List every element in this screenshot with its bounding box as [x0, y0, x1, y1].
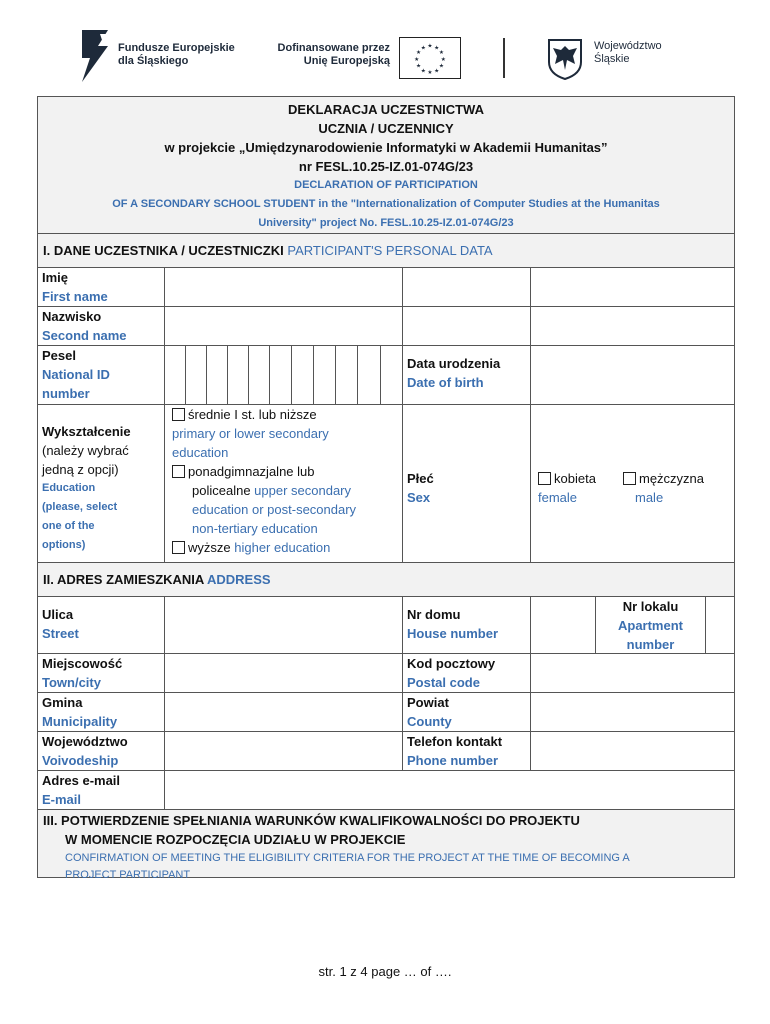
silesia-eagle-crest-icon: [545, 38, 585, 80]
voivodeship-logo-text: Województwo Śląskie: [594, 40, 662, 65]
edu-option-higher[interactable]: wyższe higher education: [172, 538, 402, 557]
voivodeship-field[interactable]: [165, 732, 403, 770]
svg-text:★: ★: [416, 63, 422, 70]
house-number-field[interactable]: [531, 597, 596, 653]
declaration-form: [37, 96, 735, 881]
page-number: str. 1 z 4 page … of ….: [318, 964, 452, 979]
second-name-field[interactable]: [165, 307, 403, 345]
section1-heading: I. DANE UCZESTNIKA / UCZESTNICZKI PARTICIPANT'S PERSONAL DATA: [38, 234, 734, 268]
sex-option-male[interactable]: mężczyzna male: [623, 469, 704, 507]
edu-option-secondary[interactable]: średnie I st. lub niższe: [172, 405, 402, 424]
svg-text:★: ★: [420, 45, 426, 52]
pesel-digit[interactable]: [292, 346, 314, 404]
first-name-field-2[interactable]: [403, 268, 531, 306]
municipality-label: Gmina Municipality: [38, 693, 165, 731]
checkbox[interactable]: [172, 465, 185, 478]
section2-heading: II. ADRES ZAMIESZKANIA ADDRESS: [38, 563, 734, 597]
section3-heading: III. POTWIERDZENIE SPEŁNIANIA WARUNKÓW KWALIFIKOWALNOŚCI DO PROJEKTU W MOMENCIE ROZPOCZĘCIA UDZIAŁU W PROJEKCIE CONFIRMATION OF MEETING THE ELIGIBILITY CRITERIA FOR THE PROJECT AT THE TIME OF BECOMING A PROJECT PARTICIPANT: [38, 810, 734, 877]
pesel-digit[interactable]: [336, 346, 358, 404]
county-field[interactable]: [531, 693, 736, 731]
first-name-row: [38, 268, 734, 307]
pesel-row: [38, 346, 734, 405]
checkbox[interactable]: [172, 408, 185, 421]
pesel-digit[interactable]: [228, 346, 249, 404]
svg-text:★: ★: [438, 63, 444, 70]
pesel-digit[interactable]: [249, 346, 270, 404]
fe-logo-text: Fundusze Europejskie dla Śląskiego: [118, 42, 235, 67]
email-field[interactable]: [165, 771, 736, 809]
svg-text:★: ★: [427, 43, 433, 50]
voivodeship-row: [38, 732, 734, 771]
form-title-block: [38, 97, 734, 234]
municipality-row: [38, 693, 734, 732]
title-en-line1: DECLARATION OF PARTICIPATION: [294, 179, 478, 191]
voivodeship-label: Województwo Voivodeship: [38, 732, 165, 770]
pesel-digit[interactable]: [186, 346, 207, 404]
first-name-field[interactable]: [165, 268, 403, 306]
pesel-label: Pesel National ID number: [38, 346, 165, 404]
title-en-line3: University" project No. FESL.10.25-IZ.01-074G/23: [258, 217, 514, 229]
svg-text:★: ★: [438, 50, 444, 57]
sex-options: [531, 405, 736, 562]
street-label: Ulica Street: [38, 597, 165, 653]
pesel-digit[interactable]: [165, 346, 186, 404]
title-en-line2: OF A SECONDARY SCHOOL STUDENT in the "Internationalization of Computer Studies at the Humanitas: [112, 198, 660, 210]
education-options: średnie I st. lub niższe primary or lower secondary education ponadgimnazjalne lub policealne upper secondary education or post-secondary non-tertiary education wyższe higher education: [165, 405, 403, 562]
street-row: [38, 597, 734, 654]
title-line4: nr FESL.10.25-IZ.01-074G/23: [298, 159, 474, 174]
first-name-field-3[interactable]: [531, 268, 736, 306]
postal-code-field[interactable]: [531, 654, 736, 692]
phone-field[interactable]: [531, 732, 736, 770]
email-label: Adres e-mail E-mail: [38, 771, 165, 809]
eu-funding-text: Dofinansowane przez Unię Europejską: [277, 42, 390, 67]
svg-text:★: ★: [434, 68, 440, 75]
town-label: Miejscowość Town/city: [38, 654, 165, 692]
svg-text:★: ★: [420, 68, 426, 75]
fe-logo-icon: [78, 28, 112, 84]
dob-field[interactable]: [531, 346, 736, 404]
checkbox[interactable]: [172, 541, 185, 554]
title-line2: UCZNIA / UCZENNICY: [318, 121, 454, 136]
title-line1: DEKLARACJA UCZESTNICTWA: [288, 102, 484, 117]
svg-text:★: ★: [416, 50, 422, 57]
town-row: [38, 654, 734, 693]
svg-text:★: ★: [434, 45, 440, 52]
pesel-digit-boxes[interactable]: [165, 346, 403, 404]
header-divider: [503, 38, 505, 78]
education-label: Wykształcenie (należy wybrać jedną z opcji) Education (please, select one of the options): [38, 405, 165, 562]
first-name-label: Imię First name: [38, 268, 165, 306]
svg-text:★: ★: [414, 56, 420, 63]
eu-flag-icon: [399, 37, 461, 79]
email-row: [38, 771, 734, 810]
header-logos: [0, 28, 770, 88]
education-sex-row: [38, 405, 734, 563]
svg-text:★: ★: [440, 56, 446, 63]
svg-text:★: ★: [427, 70, 433, 77]
second-name-field-3[interactable]: [531, 307, 736, 345]
street-field[interactable]: [165, 597, 403, 653]
pesel-digit[interactable]: [207, 346, 228, 404]
title-line3: w projekcie „Umiędzynarodowienie Informatyki w Akademii Humanitas”: [164, 140, 608, 155]
second-name-row: [38, 307, 734, 346]
pesel-digit[interactable]: [314, 346, 336, 404]
postal-code-label: Kod pocztowy Postal code: [403, 654, 531, 692]
county-label: Powiat County: [403, 693, 531, 731]
checkbox[interactable]: [623, 472, 636, 485]
house-number-label: Nr domu House number: [403, 597, 531, 653]
second-name-label: Nazwisko Second name: [38, 307, 165, 345]
phone-label: Telefon kontakt Phone number: [403, 732, 531, 770]
dob-label: Data urodzenia Date of birth: [403, 346, 531, 404]
town-field[interactable]: [165, 654, 403, 692]
apartment-number-label: Nr lokalu Apartment number: [596, 597, 706, 653]
municipality-field[interactable]: [165, 693, 403, 731]
apartment-number-field[interactable]: [706, 597, 736, 653]
pesel-digit[interactable]: [381, 346, 403, 404]
pesel-digit[interactable]: [358, 346, 381, 404]
checkbox[interactable]: [538, 472, 551, 485]
sex-label: Płeć Sex: [403, 405, 531, 562]
edu-option-post-secondary[interactable]: ponadgimnazjalne lub: [172, 462, 402, 481]
pesel-digit[interactable]: [270, 346, 292, 404]
second-name-field-2[interactable]: [403, 307, 531, 345]
sex-option-female[interactable]: kobieta female: [538, 471, 596, 505]
